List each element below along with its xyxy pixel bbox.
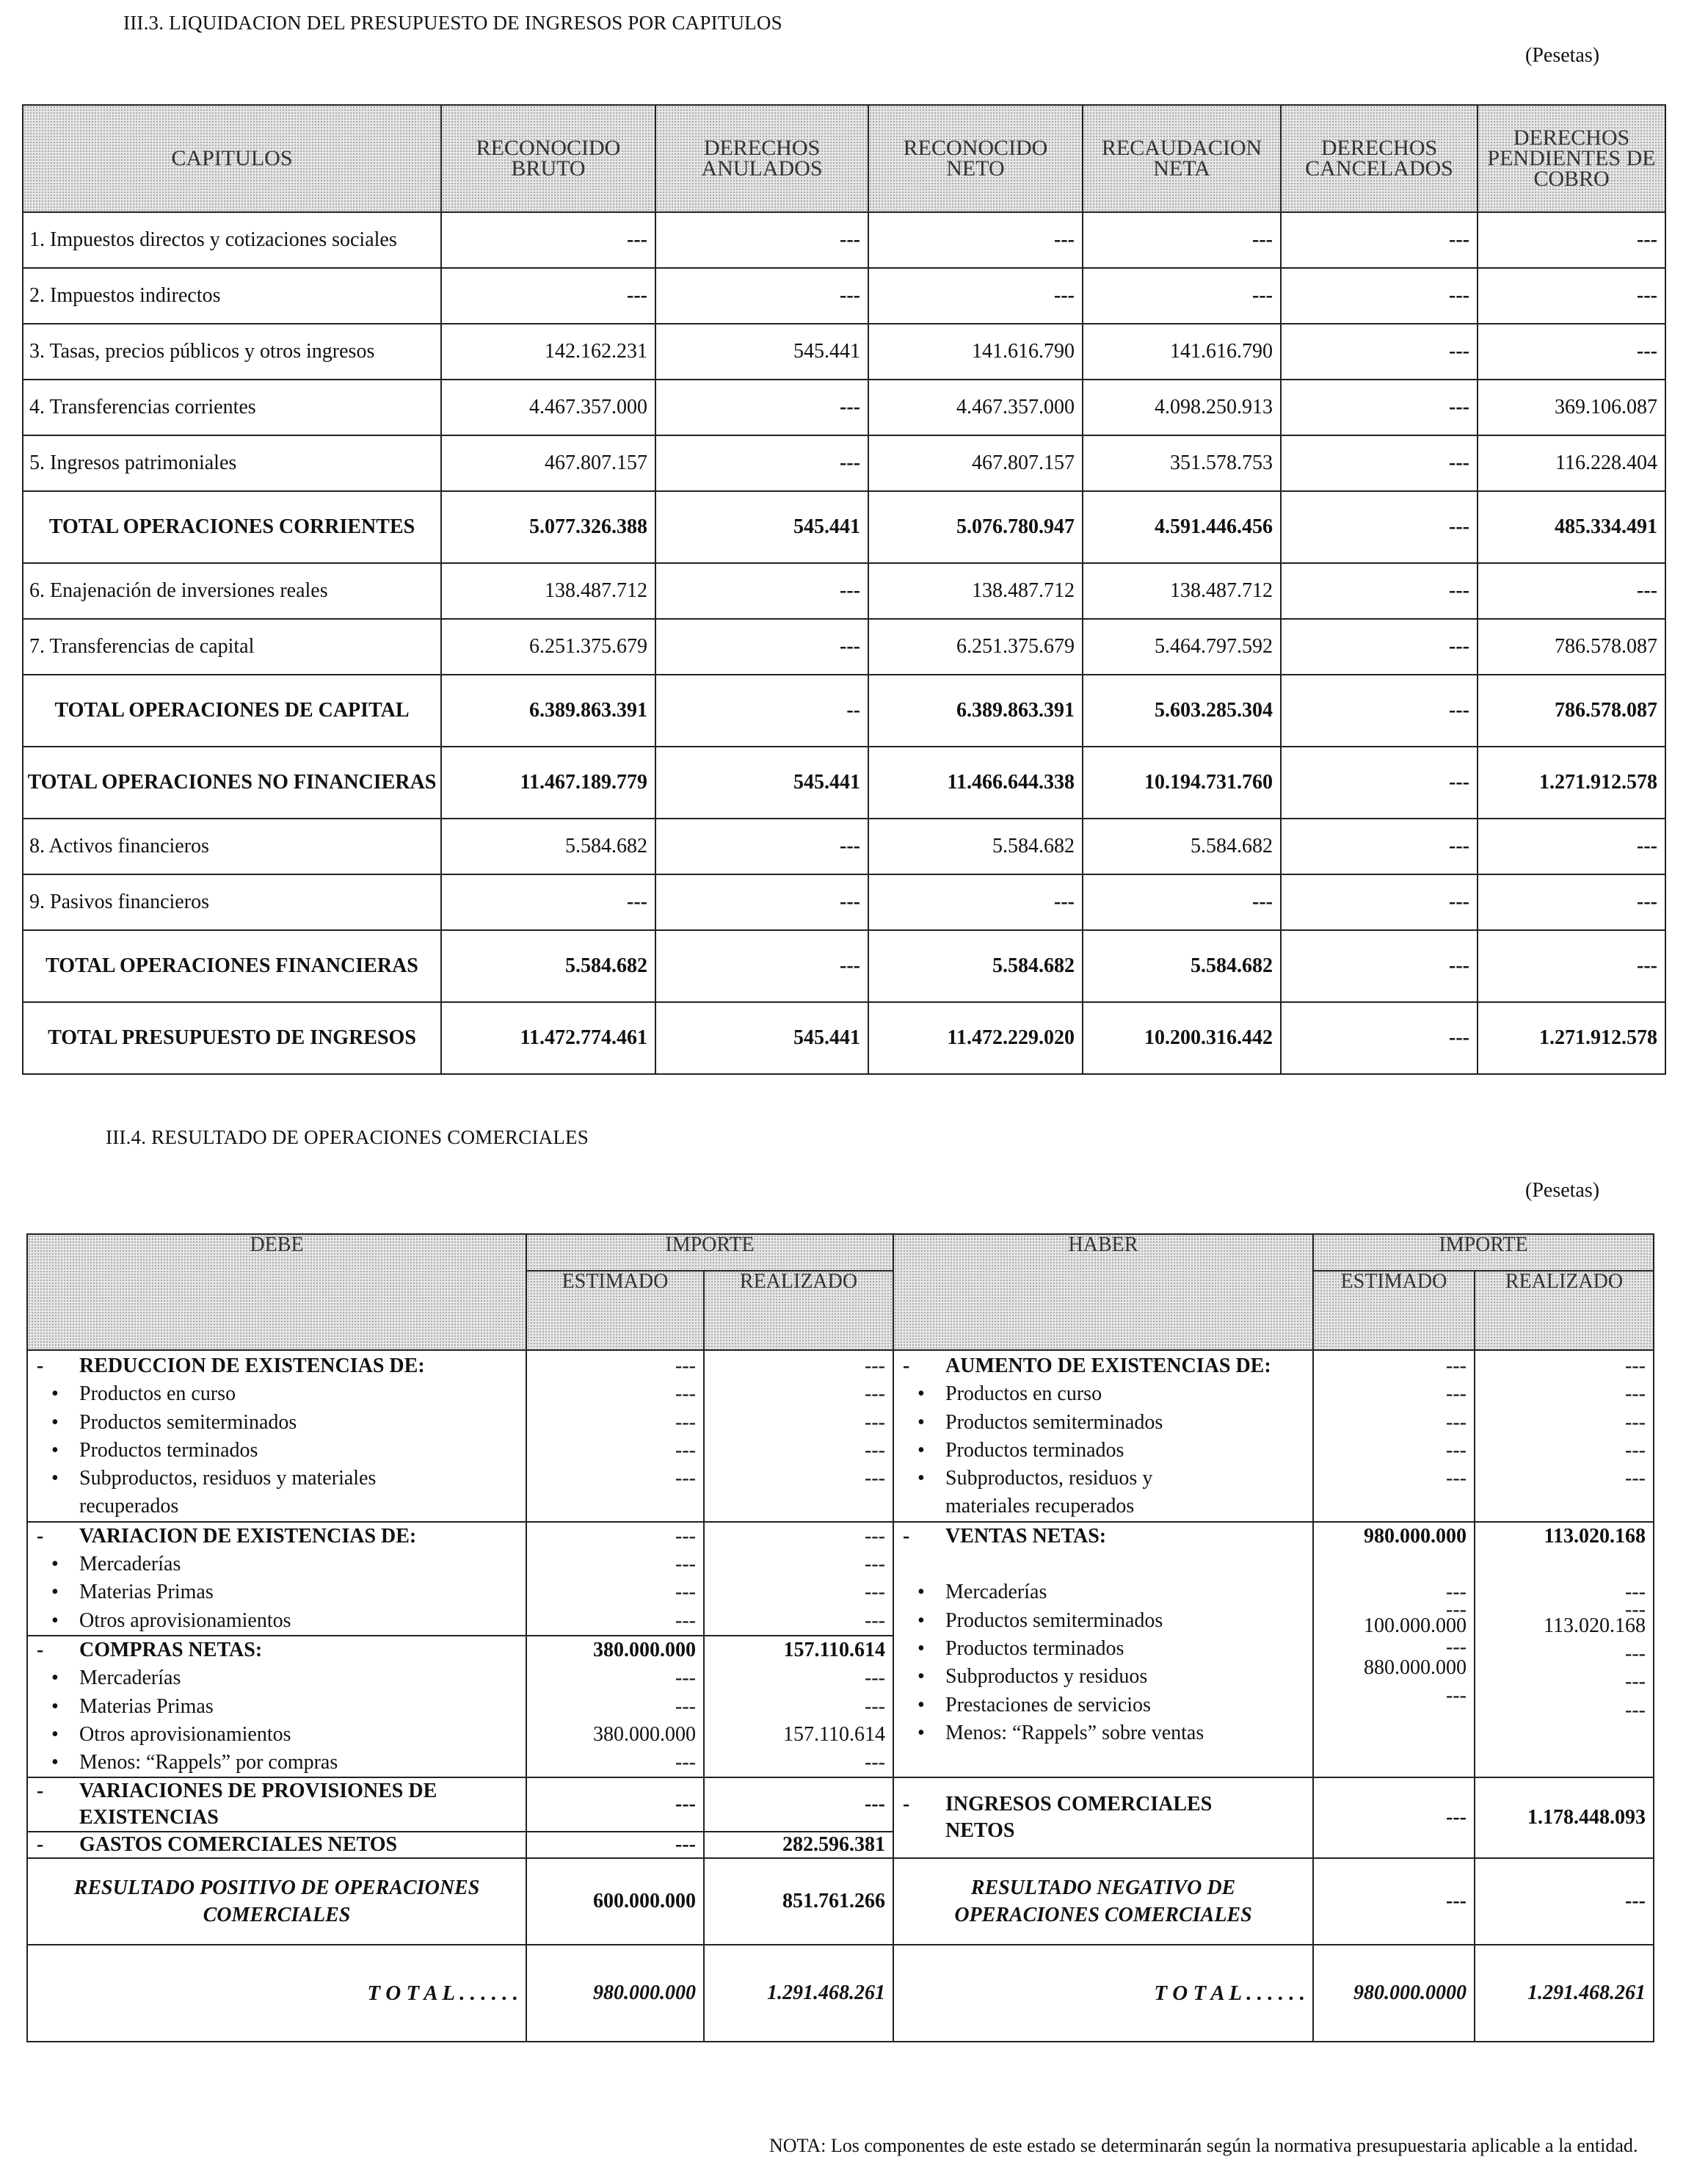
value-cell: --- — [675, 1553, 696, 1576]
row-label: 3. Tasas, precios públicos y otros ingresos — [23, 324, 441, 380]
ventas-title: - VENTAS NETAS: — [894, 1523, 1312, 1551]
header-estimado-debe: ESTIMADO — [526, 1271, 704, 1350]
value-cell: 545.441 — [655, 491, 868, 563]
list-item-continuation: materiales recuperados — [945, 1495, 1135, 1518]
ingresos-realizado: 1.178.448.093 — [1475, 1777, 1654, 1858]
value-cell: --- — [1281, 819, 1478, 874]
currency-unit-iii4: (Pesetas) — [1525, 1179, 1600, 1202]
table-row — [23, 819, 1665, 874]
value-cell: --- — [865, 1751, 885, 1774]
column-header-line: DERECHOS — [1513, 126, 1630, 150]
value-cell: --- — [865, 1438, 885, 1462]
list-item: • Otros aprovisionamientos — [28, 1721, 526, 1749]
total-row — [23, 1002, 1665, 1074]
column-header-line: RECONOCIDO — [476, 136, 621, 160]
value-cell: 11.466.644.338 — [868, 747, 1083, 819]
column-header-line: DERECHOS — [703, 136, 821, 160]
row-label: 7. Transferencias de capital — [23, 619, 441, 675]
resultado-positivo — [27, 1858, 526, 1945]
list-item: • Productos en curso — [894, 1380, 1312, 1408]
debe-estimado-block-3 — [526, 1636, 704, 1777]
column-header-line: CAPITULOS — [171, 146, 293, 170]
value-cell: 4.591.446.456 — [1083, 491, 1281, 563]
value-cell: 6.389.863.391 — [868, 675, 1083, 747]
list-item: • Subproductos y residuos — [894, 1663, 1312, 1691]
value-cell: 11.472.774.461 — [441, 1002, 655, 1074]
total-haber-label: T O T A L . . . . . . — [893, 1945, 1313, 2042]
ingresos-title-2: NETOS — [945, 1819, 1015, 1843]
provisiones-title: - VARIACIONES DE PROVISIONES DE — [28, 1778, 526, 1805]
debe-estimado-block-2 — [526, 1522, 704, 1636]
value-cell: 786.578.087 — [1478, 619, 1665, 675]
value-cell: 467.807.157 — [868, 435, 1083, 491]
debe-gastos — [27, 1832, 526, 1858]
value-cell: --- — [655, 819, 868, 874]
list-item: • Productos en curso — [28, 1380, 526, 1408]
list-item: • Subproductos, residuos y materiales — [28, 1465, 526, 1493]
list-item: • Mercaderías — [28, 1664, 526, 1692]
value-cell: 5.603.285.304 — [1083, 675, 1281, 747]
value-cell: --- — [1625, 1354, 1646, 1377]
list-item: • Productos semiterminados — [28, 1409, 526, 1437]
value-cell: --- — [1446, 1410, 1467, 1434]
value-cell: 141.616.790 — [1083, 324, 1281, 380]
value-cell: --- — [1281, 563, 1478, 619]
haber-block-1 — [893, 1350, 1313, 1522]
value-cell: --- — [1478, 930, 1665, 1002]
income-budget-table — [22, 104, 1666, 1075]
value-cell: --- — [655, 212, 868, 268]
debe-block-1 — [27, 1350, 526, 1522]
value-cell: --- — [1281, 874, 1478, 930]
debe-provisiones — [27, 1777, 526, 1832]
value-cell: --- — [1478, 268, 1665, 324]
value-cell: --- — [675, 1467, 696, 1490]
value-cell: --- — [1625, 1698, 1646, 1722]
value-cell: --- — [1478, 324, 1665, 380]
value-cell: --- — [675, 1524, 696, 1548]
list-item: • Menos: “Rappels” sobre ventas — [894, 1719, 1312, 1747]
list-item: • Productos terminados — [894, 1437, 1312, 1465]
value-cell: --- — [1625, 1467, 1646, 1490]
value-cell: --- — [1281, 268, 1478, 324]
value-cell: --- — [655, 563, 868, 619]
debe-estimado-block-1 — [526, 1350, 704, 1522]
total-haber-estimado: 980.000.0000 — [1313, 1945, 1475, 2042]
value-cell: 5.077.326.388 — [441, 491, 655, 563]
row-label: TOTAL OPERACIONES CORRIENTES — [23, 491, 441, 563]
value-cell: --- — [1281, 212, 1478, 268]
row-label: 5. Ingresos patrimoniales — [23, 435, 441, 491]
value-cell: --- — [1281, 324, 1478, 380]
value-cell: --- — [1625, 1581, 1646, 1604]
value-cell: 138.487.712 — [1083, 563, 1281, 619]
value-cell: 157.110.614 — [783, 1638, 885, 1661]
value-cell: --- — [1478, 874, 1665, 930]
debe-realizado-block-3 — [704, 1636, 893, 1777]
value-cell: 100.000.000 — [1364, 1614, 1467, 1637]
value-cell: --- — [1446, 1467, 1467, 1490]
value-cell: --- — [441, 268, 655, 324]
value-cell: --- — [1281, 380, 1478, 435]
debe-block-2 — [27, 1522, 526, 1636]
value-cell: --- — [1478, 212, 1665, 268]
total-haber-realizado: 1.291.468.261 — [1475, 1945, 1654, 2042]
value-cell: 6.251.375.679 — [868, 619, 1083, 675]
value-cell: --- — [675, 1751, 696, 1774]
value-cell: 138.487.712 — [441, 563, 655, 619]
footnote: NOTA: Los componentes de este estado se determinarán según la normativa presupuestaria aplicable a la entidad. — [769, 2135, 1638, 2156]
value-cell: --- — [675, 1581, 696, 1604]
table-body — [23, 212, 1665, 1074]
value-cell: --- — [1625, 1438, 1646, 1462]
value-cell: --- — [441, 212, 655, 268]
column-header-line: RECAUDACION — [1101, 136, 1262, 160]
value-cell: 545.441 — [655, 1002, 868, 1074]
value-cell: --- — [1446, 1597, 1467, 1621]
provisiones-realizado: --- — [704, 1777, 893, 1832]
list-item: • Productos terminados — [28, 1437, 526, 1465]
value-cell: --- — [1625, 1670, 1646, 1694]
value-cell: 5.584.682 — [441, 819, 655, 874]
value-cell: --- — [1281, 619, 1478, 675]
value-cell: 11.467.189.779 — [441, 747, 655, 819]
value-cell: --- — [865, 1410, 885, 1434]
value-cell: --- — [865, 1467, 885, 1490]
ingresos-estimado: --- — [1313, 1777, 1475, 1858]
list-item: • Productos terminados — [894, 1635, 1312, 1663]
row-label: 8. Activos financieros — [23, 819, 441, 874]
value-cell: --- — [675, 1667, 696, 1690]
value-cell: 545.441 — [655, 324, 868, 380]
value-cell: 485.334.491 — [1478, 491, 1665, 563]
list-item: • Menos: “Rappels” por compras — [28, 1749, 526, 1777]
column-header-line: CANCELADOS — [1305, 156, 1453, 181]
haber-ventas-estimado — [1313, 1522, 1475, 1778]
total-row — [23, 491, 1665, 563]
value-cell: --- — [865, 1609, 885, 1632]
column-header — [23, 105, 441, 212]
value-cell: 6.251.375.679 — [441, 619, 655, 675]
list-item: • Materias Primas — [28, 1693, 526, 1721]
value-cell: --- — [675, 1438, 696, 1462]
header-debe: DEBE — [27, 1234, 526, 1350]
value-cell: --- — [865, 1382, 885, 1406]
value-cell: 10.194.731.760 — [1083, 747, 1281, 819]
value-cell: --- — [675, 1354, 696, 1377]
value-cell: 113.020.168 — [1544, 1524, 1646, 1548]
value-cell: 4.467.357.000 — [441, 380, 655, 435]
haber-ventas-realizado — [1475, 1522, 1654, 1778]
value-cell: --- — [1446, 1684, 1467, 1708]
list-item: • Materias Primas — [28, 1578, 526, 1606]
resultado-negativo-estimado: --- — [1313, 1858, 1475, 1945]
value-cell: 545.441 — [655, 747, 868, 819]
column-header-line: ANULADOS — [701, 156, 823, 181]
debe-realizado-block-2 — [704, 1522, 893, 1636]
value-cell: --- — [1281, 747, 1478, 819]
header-estimado-haber: ESTIMADO — [1313, 1271, 1475, 1350]
list-item: • Mercaderías — [894, 1578, 1312, 1606]
value-cell: 4.467.357.000 — [868, 380, 1083, 435]
currency-unit-iii3: (Pesetas) — [1525, 44, 1600, 67]
total-debe-realizado: 1.291.468.261 — [704, 1945, 893, 2042]
resultado-positivo-line1: RESULTADO POSITIVO DE OPERACIONES — [73, 1876, 480, 1900]
table-row — [23, 563, 1665, 619]
value-cell: --- — [865, 1553, 885, 1576]
provisiones-estimado: --- — [526, 1777, 704, 1832]
value-cell: --- — [1446, 1354, 1467, 1377]
debe-block-3 — [27, 1636, 526, 1777]
column-header — [1083, 105, 1281, 212]
value-cell: 5.076.780.947 — [868, 491, 1083, 563]
resultado-negativo-line2: OPERACIONES COMERCIALES — [954, 1904, 1252, 1927]
value-cell: --- — [1478, 563, 1665, 619]
list-item-continuation: recuperados — [79, 1495, 179, 1518]
value-cell: --- — [1446, 1635, 1467, 1658]
value-cell: --- — [1083, 212, 1281, 268]
table-row — [23, 268, 1665, 324]
value-cell: --- — [1281, 491, 1478, 563]
value-cell: --- — [868, 874, 1083, 930]
header-realizado-debe: REALIZADO — [704, 1271, 893, 1350]
value-cell: 141.616.790 — [868, 324, 1083, 380]
total-row — [23, 930, 1665, 1002]
provisiones-title-2: EXISTENCIAS — [79, 1806, 219, 1829]
list-item: • Subproductos, residuos y — [894, 1465, 1312, 1493]
list-item: • Otros aprovisionamientos — [28, 1607, 526, 1635]
value-cell: --- — [1281, 675, 1478, 747]
resultado-negativo-realizado: --- — [1475, 1858, 1654, 1945]
value-cell: --- — [655, 380, 868, 435]
value-cell: 380.000.000 — [593, 1638, 696, 1661]
column-header-line: RECONOCIDO — [903, 136, 1048, 160]
value-cell: --- — [1625, 1410, 1646, 1434]
value-cell: 380.000.000 — [593, 1722, 696, 1746]
haber-realizado-block-1 — [1475, 1350, 1654, 1522]
resultado-positivo-line2: COMERCIALES — [203, 1904, 351, 1927]
row-label: TOTAL OPERACIONES FINANCIERAS — [23, 930, 441, 1002]
value-cell: 11.472.229.020 — [868, 1002, 1083, 1074]
value-cell: 1.271.912.578 — [1478, 1002, 1665, 1074]
value-cell: --- — [1281, 1002, 1478, 1074]
gastos-estimado: --- — [526, 1832, 704, 1858]
value-cell: --- — [1281, 435, 1478, 491]
value-cell: --- — [868, 268, 1083, 324]
value-cell: 5.464.797.592 — [1083, 619, 1281, 675]
column-header-line: NETO — [946, 156, 1005, 181]
variacion-title: - VARIACION DE EXISTENCIAS DE: — [28, 1523, 526, 1551]
value-cell: 5.584.682 — [1083, 819, 1281, 874]
table-row — [23, 435, 1665, 491]
haber-ingresos — [893, 1777, 1313, 1858]
column-header-line: BRUTO — [511, 156, 586, 181]
total-row — [23, 675, 1665, 747]
value-cell: 5.584.682 — [868, 930, 1083, 1002]
value-cell: --- — [675, 1410, 696, 1434]
value-cell: 5.584.682 — [1083, 930, 1281, 1002]
table-row — [23, 324, 1665, 380]
value-cell: --- — [655, 930, 868, 1002]
table-row — [23, 619, 1665, 675]
value-cell: 351.578.753 — [1083, 435, 1281, 491]
column-header-line: DERECHOS — [1320, 136, 1438, 160]
value-cell: --- — [1625, 1597, 1646, 1621]
value-cell: 10.200.316.442 — [1083, 1002, 1281, 1074]
list-item: • Prestaciones de servicios — [894, 1691, 1312, 1719]
table-row — [23, 874, 1665, 930]
column-header-line: NETA — [1153, 156, 1210, 181]
value-cell: 467.807.157 — [441, 435, 655, 491]
value-cell: 369.106.087 — [1478, 380, 1665, 435]
column-header-line: PENDIENTES DE — [1487, 146, 1656, 170]
row-label: TOTAL OPERACIONES DE CAPITAL — [23, 675, 441, 747]
ingresos-title: - INGRESOS COMERCIALES — [894, 1791, 1312, 1818]
value-cell: 6.389.863.391 — [441, 675, 655, 747]
row-label: 4. Transferencias corrientes — [23, 380, 441, 435]
value-cell: --- — [1625, 1382, 1646, 1406]
resultado-negativo — [893, 1858, 1313, 1945]
value-cell: --- — [865, 1667, 885, 1690]
value-cell: 1.271.912.578 — [1478, 747, 1665, 819]
value-cell: --- — [675, 1694, 696, 1718]
header-importe-haber: IMPORTE — [1313, 1234, 1654, 1271]
value-cell: --- — [865, 1524, 885, 1548]
value-cell: --- — [865, 1581, 885, 1604]
compras-title: - COMPRAS NETAS: — [28, 1636, 526, 1664]
column-header — [1478, 105, 1665, 212]
haber-ventas-block — [893, 1522, 1313, 1778]
column-header — [441, 105, 655, 212]
value-cell: 880.000.000 — [1364, 1655, 1467, 1679]
column-header — [1281, 105, 1478, 212]
value-cell: --- — [441, 874, 655, 930]
value-cell: 5.584.682 — [441, 930, 655, 1002]
value-cell: --- — [675, 1382, 696, 1406]
row-label: 1. Impuestos directos y cotizaciones sociales — [23, 212, 441, 268]
header-importe-debe: IMPORTE — [526, 1234, 893, 1271]
value-cell: --- — [865, 1694, 885, 1718]
row-label: TOTAL OPERACIONES NO FINANCIERAS — [23, 747, 441, 819]
value-cell: --- — [655, 874, 868, 930]
value-cell: --- — [1281, 930, 1478, 1002]
debe-realizado-block-1 — [704, 1350, 893, 1522]
value-cell: --- — [655, 435, 868, 491]
haber-estimado-block-1 — [1313, 1350, 1475, 1522]
value-cell: --- — [1446, 1581, 1467, 1604]
column-header-line: COBRO — [1533, 167, 1610, 191]
value-cell: 4.098.250.913 — [1083, 380, 1281, 435]
value-cell: --- — [868, 212, 1083, 268]
value-cell: --- — [865, 1354, 885, 1377]
value-cell: --- — [1446, 1438, 1467, 1462]
value-cell: 116.228.404 — [1478, 435, 1665, 491]
value-cell: 142.162.231 — [441, 324, 655, 380]
value-cell: --- — [655, 619, 868, 675]
total-debe-estimado: 980.000.000 — [526, 1945, 704, 2042]
header-realizado-haber: REALIZADO — [1475, 1271, 1654, 1350]
row-label: TOTAL PRESUPUESTO DE INGRESOS — [23, 1002, 441, 1074]
table-header-row — [23, 105, 1665, 212]
total-debe-label: T O T A L . . . . . . — [27, 1945, 526, 2042]
value-cell: 113.020.168 — [1544, 1614, 1646, 1637]
value-cell: --- — [1446, 1382, 1467, 1406]
header-haber: HABER — [893, 1234, 1313, 1350]
value-cell: --- — [1083, 268, 1281, 324]
value-cell: 157.110.614 — [783, 1722, 885, 1746]
value-cell: --- — [655, 268, 868, 324]
value-cell: 5.584.682 — [868, 819, 1083, 874]
section-title-iii3: III.3. LIQUIDACION DEL PRESUPUESTO DE INGRESOS POR CAPITULOS — [123, 12, 782, 34]
value-cell: 980.000.000 — [1364, 1524, 1467, 1548]
resultado-positivo-realizado: 851.761.266 — [704, 1858, 893, 1945]
column-header — [868, 105, 1083, 212]
row-label: 9. Pasivos financieros — [23, 874, 441, 930]
section-title-iii4: III.4. RESULTADO DE OPERACIONES COMERCIALES — [106, 1126, 589, 1148]
value-cell: --- — [675, 1609, 696, 1632]
value-cell: --- — [1625, 1642, 1646, 1665]
table-row — [23, 212, 1665, 268]
total-row — [23, 747, 1665, 819]
list-item: • Productos semiterminados — [894, 1607, 1312, 1635]
commercial-operations-table — [26, 1233, 1654, 2042]
row-label: 6. Enajenación de inversiones reales — [23, 563, 441, 619]
list-item: • Mercaderías — [28, 1551, 526, 1578]
value-cell: --- — [1083, 874, 1281, 930]
gastos-title: - GASTOS COMERCIALES NETOS — [28, 1832, 526, 1857]
value-cell: 138.487.712 — [868, 563, 1083, 619]
aumento-title: - AUMENTO DE EXISTENCIAS DE: — [894, 1352, 1312, 1380]
value-cell: 786.578.087 — [1478, 675, 1665, 747]
column-header — [655, 105, 868, 212]
table-row — [23, 380, 1665, 435]
gastos-realizado: 282.596.381 — [704, 1832, 893, 1858]
list-item: • Productos semiterminados — [894, 1409, 1312, 1437]
resultado-negativo-line1: RESULTADO NEGATIVO DE — [970, 1876, 1236, 1900]
value-cell: -- — [655, 675, 868, 747]
value-cell: --- — [1478, 819, 1665, 874]
resultado-positivo-estimado: 600.000.000 — [526, 1858, 704, 1945]
reduccion-title: - REDUCCION DE EXISTENCIAS DE: — [28, 1352, 526, 1380]
row-label: 2. Impuestos indirectos — [23, 268, 441, 324]
